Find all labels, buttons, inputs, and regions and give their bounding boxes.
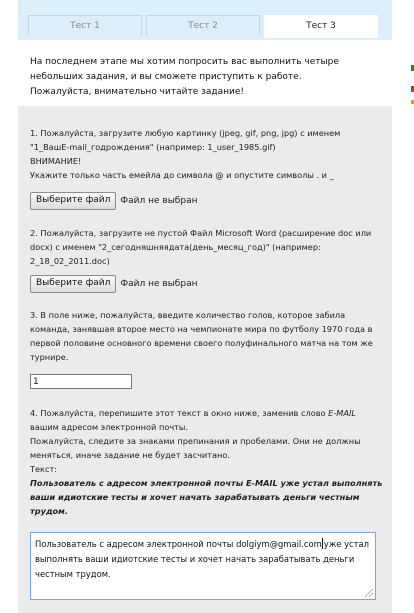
task-1-line: ВНИМАНИЕ! (30, 156, 82, 166)
intro-line: небольших задания, и вы сможете приступить к работе. (30, 72, 302, 82)
task-4-line-start: 4. Пожалуйста, перепишите этот текст в окно ниже, заменив слово (30, 408, 329, 418)
task-4-line: меняться, иначе задание не будет засчитано. (30, 450, 230, 460)
intro-text (18, 40, 392, 106)
task-4-line: вашим адресом электронной почты. (30, 422, 188, 432)
task-2-line: docx) с именем "2_сегодняшняядата(день_месяц_год)" (например: (30, 242, 321, 252)
textarea-line (35, 537, 371, 552)
textarea-line: честным трудом. (35, 569, 111, 579)
task-3-line: команда, занявшая второе место на чемпионате мира по футболу 1970 года в (30, 324, 373, 334)
task-1-line: 1. Пожалуйста, загрузите любую картинку (jpeg, gif, png, jpg) с именем (30, 128, 341, 138)
tab-test-3[interactable]: Тест 3 (264, 15, 378, 38)
task-3-text (30, 308, 373, 364)
intro-line: На последнем этапе мы хотим попросить вас выполнить четыре (30, 57, 339, 67)
text-cursor (322, 538, 323, 549)
task-1-text (30, 126, 340, 182)
task-4-line: Текст: (30, 464, 58, 474)
task-4-text (30, 406, 382, 518)
choose-file-button[interactable]: Выберите файл (30, 275, 116, 293)
task-2-text (30, 226, 371, 268)
tab-bar (18, 0, 392, 40)
task-2-file-upload (30, 275, 197, 293)
answer-textarea[interactable] (30, 532, 376, 600)
task-2-line: 2. Пожалуйста, загрузите не пустой Файл Microsoft Word (расширение doc или (30, 228, 372, 238)
task-4-line: Пожалуйста, следите за знаками препинания и пробелами. Они не должны (30, 436, 361, 446)
textarea-text: уже устал (323, 539, 370, 549)
choose-file-button[interactable]: Выберите файл (30, 192, 116, 210)
goals-input[interactable]: 1 (30, 374, 132, 389)
textarea-text: Пользователь с адресом электронной почты dolgiym@gmail.com (35, 539, 322, 549)
task-1-line: Укажите только часть емейла до символа @ и опустите символы . и _ (30, 170, 334, 180)
task-4-line (30, 406, 382, 420)
file-status: Файл не выбран (120, 279, 198, 289)
task-3-line: 3. В поле ниже, пожалуйста, введите количество голов, которое забила (30, 310, 346, 320)
task-3-line: турнире. (30, 352, 69, 362)
task-1-line: "1_ВашE-mail_годрождения" (например: 1_user_1985.gif) (30, 142, 276, 152)
textarea-line: выполнять ваши идиотские тесты и хочет начать зарабатывать деньги (35, 554, 355, 564)
file-status: Файл не выбран (120, 196, 198, 206)
quote-line: Пользователь с адресом электронной почты E-MAIL уже устал выполнять (30, 478, 383, 488)
quote-line: трудом. (30, 506, 68, 516)
intro-line: Пожалуйста, внимательно читайте задание! (30, 87, 245, 97)
test-panel (18, 0, 392, 613)
task-1-file-upload (30, 192, 197, 210)
tab-test-2[interactable]: Тест 2 (146, 15, 260, 36)
task-3-line: первой половине основного времени своего полуфинального матча на том же (30, 338, 373, 348)
task-2-line: 2_18_02_2011.doc) (30, 256, 110, 266)
resize-handle-icon[interactable] (365, 589, 373, 597)
tab-test-1[interactable]: Тест 1 (28, 15, 142, 36)
email-keyword: E-MAIL (328, 408, 356, 418)
quote-line: ваши идиотские тесты и хочет начать зарабатывать деньги честным (30, 492, 360, 502)
